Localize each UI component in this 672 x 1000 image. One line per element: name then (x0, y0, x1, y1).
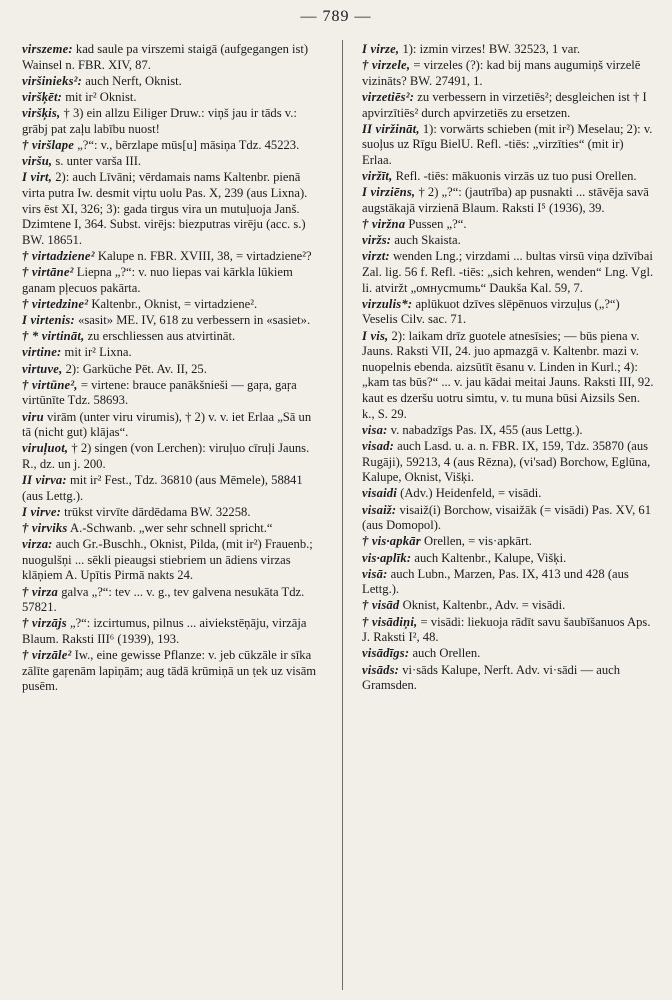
entry-headword: visāds: (362, 662, 400, 677)
dictionary-entry (362, 217, 654, 233)
entry-text: zu verbessern in virzetiēs²; desgleichen ist † I apvirzītiēs² durch apvirzetiēs zu ersetzen. (362, 89, 647, 120)
entry-headword: † virza (22, 584, 59, 599)
entry-headword: virszeme: (22, 42, 73, 56)
dictionary-entry (362, 486, 654, 502)
dictionary-entry (22, 537, 322, 584)
entry-text: Orellen, = vis·apkārt. (424, 534, 532, 549)
entry-headword: viršinieks²: (22, 73, 83, 88)
entry-headword: † virtāne² (22, 265, 74, 280)
entry-text: Oknist, Kaltenbr., Adv. = visādi. (402, 598, 566, 613)
entry-text: auch Lubn., Marzen, Pas. IX, 413 und 428 (aus Lettg.). (362, 566, 629, 597)
entry-headword: † visādiņi, (362, 614, 418, 629)
entry-headword: † viršlape (22, 137, 75, 152)
dictionary-entry (22, 42, 322, 73)
dictionary-entry (362, 598, 654, 614)
page-number: — 789 — (300, 8, 372, 25)
dictionary-entry (22, 521, 322, 537)
entry-text: s. unter varša III. (55, 154, 142, 169)
dictionary-entry (362, 169, 654, 185)
dictionary-entry (22, 410, 322, 441)
dictionary-entry (22, 362, 322, 378)
dictionary-entry (362, 249, 654, 296)
dictionary-entry (362, 58, 654, 89)
entry-headword: † virviks (22, 521, 68, 536)
entry-text: trūkst virvīte dārdēdama BW. 32258. (64, 504, 251, 519)
entry-text: = virtene: brauce panākšnieši — gaŗa, gaŗa virtūnīte Tdz. 58693. (22, 377, 297, 408)
entry-text: mit ir² Lixna. (64, 345, 132, 360)
entry-headword: † virzājs (22, 616, 67, 631)
dictionary-entry (22, 378, 322, 409)
dictionary-entry (22, 170, 322, 248)
dictionary-entry (362, 185, 654, 216)
entry-headword: I virziēns, (362, 185, 416, 200)
entry-text: Iw., eine gewisse Pflanze: v. jeb cūkzāle ir sīka zālīte gaŗenām lapiņām; aug tādā krūmiņā un ṭek uz visām pusēm. (22, 648, 317, 694)
dictionary-entry (22, 265, 322, 296)
entry-headword: viruļuot, (22, 441, 69, 456)
dictionary-entry (22, 313, 322, 329)
dictionary-entry (362, 439, 654, 486)
entry-headword: I virve: (22, 504, 62, 519)
entry-headword: I vis, (362, 328, 389, 343)
entry-headword: virtuve, (22, 361, 63, 376)
entry-headword: virzulis*: (362, 296, 413, 311)
entry-text: visaiž(i) Borchow, visaižāk (= visādi) Pas. XV, 61 (aus Domopol). (362, 502, 652, 533)
dictionary-entry (22, 648, 322, 695)
dictionary-entry (362, 297, 654, 328)
entry-text: 1): izmin virzes! BW. 32523, 1 var. (402, 42, 581, 56)
entry-text: = virzeles (?): kad bij mans augumiņš virzelē vizināts? BW. 27491, 1. (362, 58, 641, 88)
entry-headword: † virtedzine² (22, 296, 89, 311)
dictionary-entry (362, 534, 654, 550)
dictionary-entry (22, 249, 322, 265)
dictionary-entry (22, 74, 322, 90)
dictionary-entry (362, 503, 654, 534)
entry-headword: † virzele, (362, 58, 411, 73)
entry-headword: viru (22, 409, 44, 424)
dictionary-entry (362, 233, 654, 249)
entry-headword: † virtūne², (22, 377, 78, 392)
entry-text: (Adv.) Heidenfeld, = visādi. (400, 486, 542, 501)
entry-headword: viršķis, (22, 106, 61, 121)
entry-text: auch Gr.-Buschh., Oknist, Pilda, (mit ir²) Frauenb.; nuogulšņi ... sēkli pieaugsi stiebriem un ādiens virzas klāņiem A. Upītis Pirmā nakts 24. (22, 537, 313, 583)
dictionary-entry (362, 423, 654, 439)
entry-text: galva „?“: tev ... v. g., tev galvena nesukāta Tdz. 57821. (22, 584, 305, 615)
entry-text: 2): auch Līvāni; vērdamais nams Kaltenbr. pienā virta putra Iw. desmit viŗtu uolu Pas. X, 239 (aus Lixna). virs ēst XI, 326; 3): gada tirgus vira un mutuļuoja Janš. Dzimtene I, 364. Subst. virējs: biezputras virēju (acc. s.) BW. 18651. (22, 170, 308, 247)
entry-text: «sasit» ME. IV, 618 zu verbessern in «sasiet». (78, 313, 311, 328)
entry-headword: visa: (362, 422, 388, 437)
entry-text: auch Orellen. (412, 646, 481, 661)
entry-text: mit ir² Fest., Tdz. 36810 (aus Mēmele), 58841 (aus Lettg.). (22, 473, 303, 503)
dictionary-entry (362, 646, 654, 662)
dictionary-entry (362, 663, 654, 694)
entry-text: † 2) „?“: (jautrība) ap pusnakti ... stāvēja savā augstākajā virzienā Blaum. Raksti I⁵ (1936), 39. (362, 185, 649, 215)
dictionary-entry (22, 329, 322, 345)
entry-text: Kaltenbr., Oknist, = virtadziene². (91, 296, 258, 311)
entry-headword: † viržna (362, 217, 406, 232)
entry-text: Kalupe n. FBR. XVIII, 38, = virtadziene²? (97, 248, 312, 263)
entry-text: aplūkuot dzīves slēpēnuos virzuļus („?“) Veselis Cilv. sac. 71. (362, 296, 620, 327)
entry-headword: I virt, (22, 170, 53, 185)
entry-text: „?“: v., bērzlape mūs[u] māsiņa Tdz. 45223. (77, 137, 300, 152)
entry-headword: II virva: (22, 473, 67, 488)
entry-headword: visādīgs: (362, 646, 410, 661)
entry-headword: viržs: (362, 233, 392, 248)
dictionary-entry (362, 615, 654, 646)
entry-headword: viržīt, (362, 169, 393, 184)
entry-headword: I virze, (362, 42, 400, 56)
entry-text: „?“: izcirtumus, pilnus ... aiviekstēņāju, virzāja Blaum. Raksti III⁶ (1939), 193. (22, 616, 307, 647)
entry-text: kad saule pa virszemi staigā (aufgegangen ist) Wainsel n. FBR. XIV, 87. (22, 42, 309, 72)
dictionary-entry (362, 567, 654, 598)
entry-text: zu erschliessen aus atvirtināt. (87, 329, 236, 344)
entry-text: 2): laikam drīz guotele atnesīsies; — būs piena v. Jauns. Raksti VII, 24. juo apmazgā v. Kaltenbr. mazi v. nuopelnis ebenda. aizsūtīt ēsanu v. Linden in Kurl.; 4): „kam tas būs?“ ... v. jau kādai meitai Jauns. Raksti III, 92. kaut es dzeršu uotru simtu, v. tu muna būsi Aizsils Sen. k., S. 29. (362, 328, 654, 421)
dictionary-entry (22, 297, 322, 313)
entry-text: 1): vorwärts schieben (mit ir²) Meselau; 2): v. suoļus uz Rīgu BielU. Refl. -tiēs: „virzīties“ (mit ir) Erlaa. (362, 121, 653, 167)
dictionary-entry (22, 585, 322, 616)
entry-headword: virzetiēs²: (362, 89, 415, 104)
entry-text: mit ir² Oknist. (65, 89, 137, 104)
entry-headword: virza: (22, 537, 53, 552)
dictionary-entry (22, 138, 322, 154)
dictionary-entry (22, 505, 322, 521)
entry-text: auch Lasd. u. a. n. FBR. IX, 159, Tdz. 35870 (aus Rugāji), 59213, 4 (aus Rēzna), (vi'sad) Borchow, Eglūna, Kalupe, Oknist, Višķi. (362, 438, 651, 485)
dictionary-entry (22, 441, 322, 472)
entry-text: v. nabadzīgs Pas. IX, 455 (aus Lettg.). (390, 422, 583, 437)
entry-headword: I virtenis: (22, 313, 75, 328)
entry-text: vi·sāds Kalupe, Nerft. Adv. vi·sādi — auch Gramsden. (362, 662, 621, 693)
entry-text: A.-Schwanb. „wer sehr schnell spricht.“ (70, 521, 273, 536)
entry-headword: visaiž: (362, 502, 397, 517)
entry-headword: visā: (362, 566, 388, 581)
dictionary-entry (362, 122, 654, 169)
entry-text: 2): Garküche Pēt. Av. II, 25. (65, 361, 207, 376)
entry-headword: viršķēt: (22, 89, 63, 104)
dictionary-entry (362, 42, 654, 58)
dictionary-entry (22, 473, 322, 504)
entry-text: † 2) singen (von Lerchen): viruļuo cīruļi Jauns. R., dz. un j. 200. (22, 441, 310, 471)
entry-headword: † visād (362, 598, 400, 613)
entry-headword: virtine: (22, 345, 62, 360)
entry-headword: † vis·apkār (362, 534, 421, 549)
dictionary-entry (362, 90, 654, 121)
left-column (22, 42, 322, 696)
entry-headword: visad: (362, 438, 394, 453)
entry-text: auch Kaltenbr., Kalupe, Višķi. (414, 550, 567, 565)
dictionary-entry (22, 106, 322, 137)
entry-text: Pussen „?“. (408, 217, 467, 232)
entry-headword: † * virtināt, (22, 329, 85, 344)
dictionary-entry (362, 329, 654, 423)
entry-text: virām (unter viru virumis), † 2) v. v. iet Erlaa „Sā un tā (nicht gut) klājas“. (22, 409, 312, 440)
dictionary-entry (362, 551, 654, 567)
column-divider (342, 40, 343, 990)
entry-text: wenden Lng.; virzdami ... bultas virsū viņa dzīvībai Zal. lig. 56 f. Refl. -tiēs: „sich kehren, wenden“ Lng. Vgl. li. atviržt „омнусmumь“ Daukša Kal. 59, 7. (362, 249, 654, 295)
entry-headword: virzt: (362, 249, 390, 264)
entry-text: † 3) ein allzu Eiliger Druw.: viņš jau ir tāds v.: grābj pat zaļu labību nuost! (22, 106, 297, 136)
dictionary-entry (22, 90, 322, 106)
entry-text: auch Skaista. (394, 233, 461, 248)
entry-headword: vis·aplīk: (362, 550, 412, 565)
dictionary-entry (22, 616, 322, 647)
right-column (362, 42, 654, 694)
entry-text: Liepna „?“: v. nuo liepas vai kārkla lūkiem ganam pļecuos pakārta. (22, 265, 293, 295)
dictionary-entry (22, 154, 322, 170)
entry-headword: viršu, (22, 154, 53, 169)
entry-text: Refl. -tiēs: mākuonis virzās uz tuo pusi Orellen. (395, 169, 637, 184)
entry-text: = visādi: liekuoja rādīt savu šaubīšanuos Aps. J. Raksti I², 48. (362, 614, 651, 645)
entry-headword: † virzāle² (22, 648, 72, 663)
dictionary-entry (22, 345, 322, 361)
entry-headword: visaidi (362, 486, 397, 501)
entry-headword: † virtadziene² (22, 248, 95, 263)
entry-text: auch Nerft, Oknist. (85, 73, 182, 88)
entry-headword: II viržināt, (362, 121, 420, 136)
